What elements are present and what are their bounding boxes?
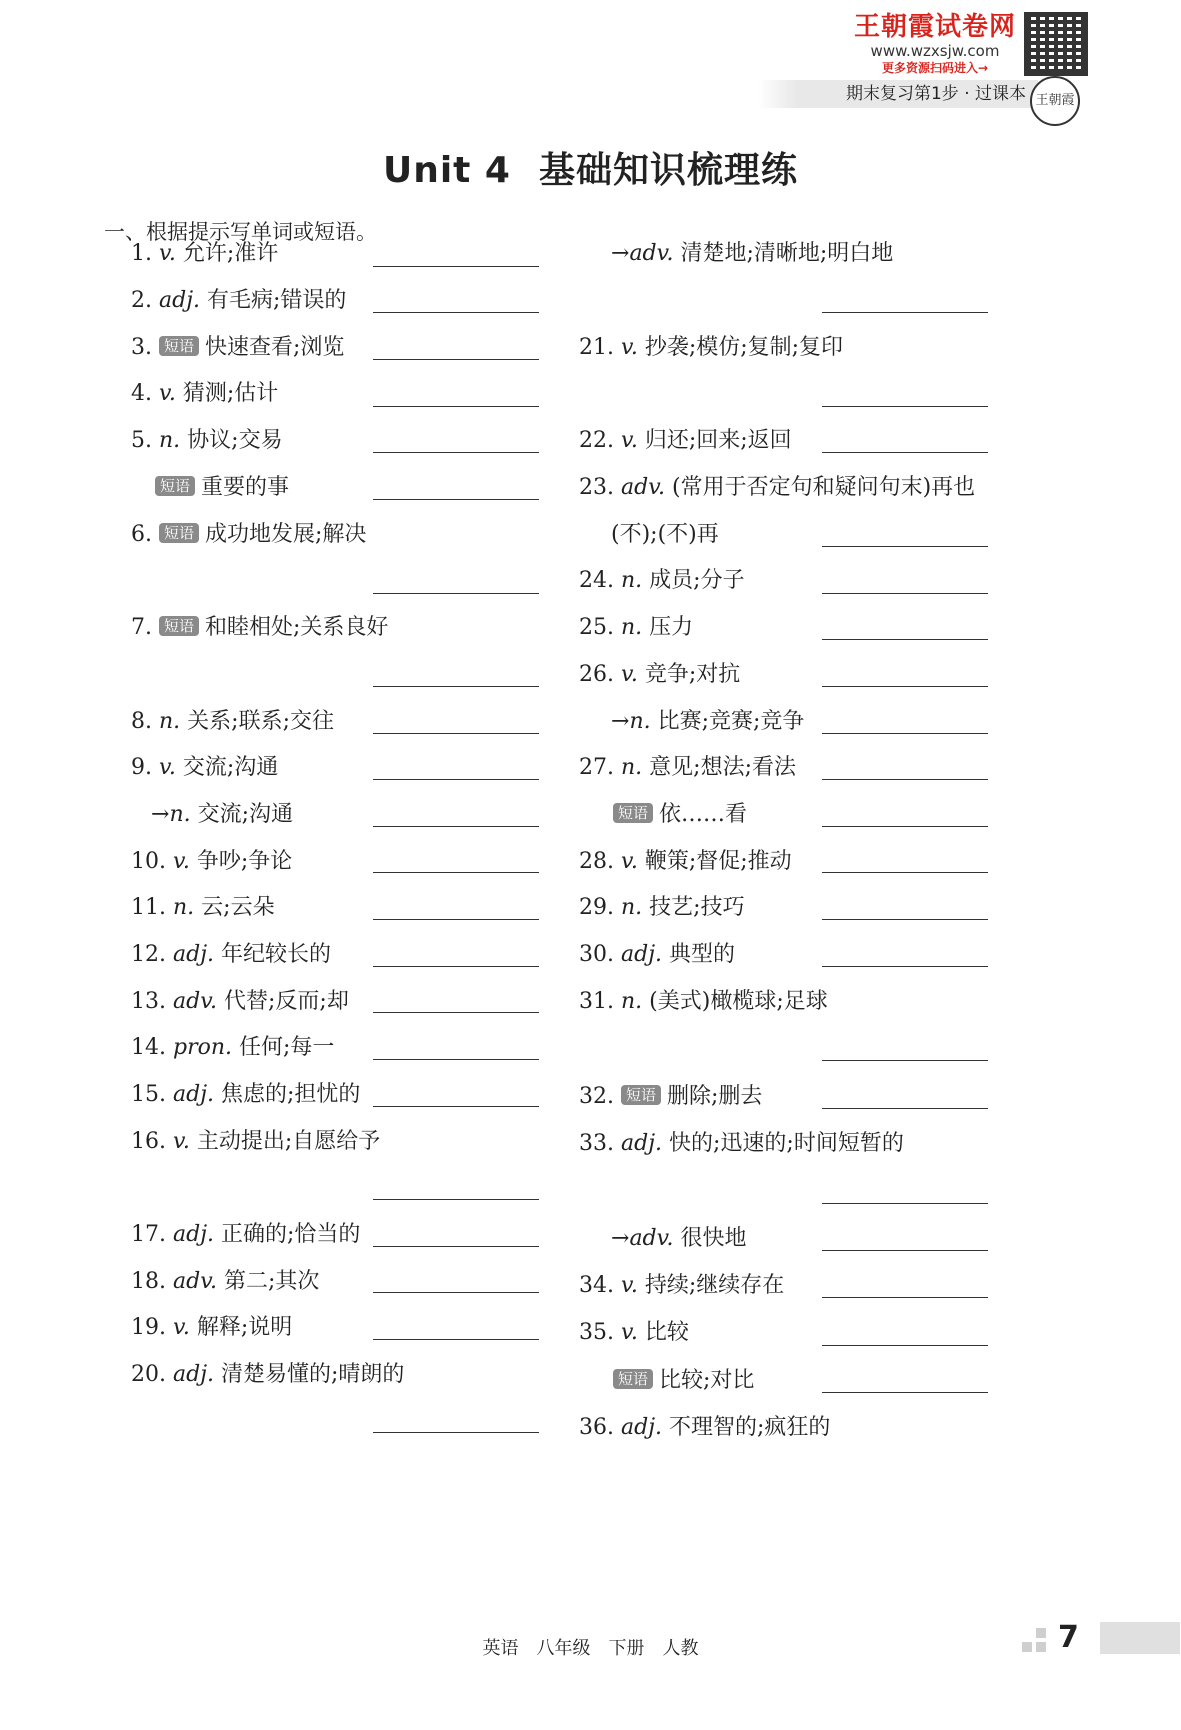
item-23-cont: (不);(不)再 [611, 522, 719, 547]
item-9-derived: →n. 交流;沟通 [151, 802, 294, 827]
page-decoration-icon [1036, 1642, 1046, 1652]
item-11: 11. n. 云;云朵 [131, 895, 275, 920]
item-27: 27. n. 意见;想法;看法 [579, 755, 796, 780]
answer-blank[interactable] [373, 312, 539, 313]
item-3: 3. 短语 快速查看;浏览 [131, 335, 345, 360]
answer-blank[interactable] [373, 1246, 539, 1247]
answer-blank[interactable] [822, 1392, 988, 1393]
answer-blank[interactable] [373, 966, 539, 967]
brand-name: 王朝霞试卷网 [853, 12, 1016, 42]
item-5-phrase: 短语 重要的事 [155, 473, 289, 503]
phrase-tag: 短语 [613, 803, 653, 823]
answer-blank[interactable] [822, 733, 988, 734]
answer-blank[interactable] [822, 1297, 988, 1298]
answer-blank[interactable] [822, 1108, 988, 1109]
item-29: 29. n. 技艺;技巧 [579, 895, 745, 920]
answer-blank[interactable] [373, 593, 539, 594]
item-35-phrase: 短语 比较;对比 [613, 1366, 754, 1396]
item-2: 2. adj. 有毛病;错误的 [131, 288, 347, 313]
item-16: 16. v. 主动提出;自愿给予 [131, 1129, 381, 1154]
brand-block [850, 12, 1020, 76]
answer-blank[interactable] [373, 1339, 539, 1340]
answer-blank[interactable] [373, 499, 539, 500]
answer-blank[interactable] [822, 593, 988, 594]
item-10: 10. v. 争吵;争论 [131, 849, 293, 874]
page-title [0, 142, 1181, 193]
seal-logo: 王朝霞 [1030, 76, 1080, 126]
answer-blank[interactable] [822, 312, 988, 313]
answer-blank[interactable] [373, 919, 539, 920]
item-20-derived: →adv. 清楚地;清晰地;明白地 [611, 241, 894, 266]
footer-text: 英语 八年级 下册 人教 [482, 1638, 699, 1659]
answer-blank[interactable] [373, 733, 539, 734]
item-15: 15. adj. 焦虑的;担忧的 [131, 1082, 361, 1107]
item-9: 9. v. 交流;沟通 [131, 755, 279, 780]
answer-blank[interactable] [822, 686, 988, 687]
item-27-phrase: 短语 依……看 [613, 800, 747, 830]
answer-blank[interactable] [373, 686, 539, 687]
item-36: 36. adj. 不理智的;疯狂的 [579, 1415, 831, 1440]
phrase-tag: 短语 [613, 1369, 653, 1389]
step-banner: 期末复习第1步 · 过课本 [758, 80, 1038, 108]
brand-url: www.wzxsjw.com [870, 42, 1000, 60]
answer-blank[interactable] [822, 779, 988, 780]
item-4: 4. v. 猜测;估计 [131, 381, 279, 406]
answer-blank[interactable] [373, 826, 539, 827]
item-30: 30. adj. 典型的 [579, 942, 736, 967]
page-decoration-icon [1036, 1628, 1046, 1638]
phrase-tag: 短语 [159, 523, 199, 543]
item-17: 17. adj. 正确的;恰当的 [131, 1222, 361, 1247]
phrase-tag: 短语 [621, 1085, 661, 1105]
answer-blank[interactable] [373, 406, 539, 407]
answer-blank[interactable] [373, 1432, 539, 1433]
item-6: 6. 短语 成功地发展;解决 [131, 522, 367, 547]
item-19: 19. v. 解释;说明 [131, 1315, 293, 1340]
item-13: 13. adv. 代替;反而;却 [131, 989, 349, 1014]
phrase-tag: 短语 [155, 476, 195, 496]
item-33: 33. adj. 快的;迅速的;时间短暂的 [579, 1131, 904, 1156]
phrase-tag: 短语 [159, 336, 199, 356]
answer-blank[interactable] [822, 406, 988, 407]
answer-blank[interactable] [373, 1012, 539, 1013]
answer-blank[interactable] [373, 359, 539, 360]
unit-label: Unit 4 [382, 150, 511, 191]
page-decoration-icon [1022, 1642, 1032, 1652]
item-23: 23. adv. (常用于否定句和疑问句末)再也 [579, 475, 976, 500]
item-8: 8. n. 关系;联系;交往 [131, 709, 334, 734]
item-20: 20. adj. 清楚易懂的;晴朗的 [131, 1362, 405, 1387]
answer-blank[interactable] [822, 546, 988, 547]
page-bar [1100, 1622, 1180, 1654]
item-25: 25. n. 压力 [579, 615, 694, 640]
item-1: 1. v. 允许;准许 [131, 241, 279, 266]
answer-blank[interactable] [822, 1345, 988, 1346]
section-title: 一、根据提示写单词或短语。 [104, 220, 377, 244]
answer-blank[interactable] [373, 872, 539, 873]
title-subtitle: 基础知识梳理练 [538, 150, 798, 191]
answer-blank[interactable] [373, 1059, 539, 1060]
answer-blank[interactable] [822, 966, 988, 967]
answer-blank[interactable] [822, 452, 988, 453]
answer-blank[interactable] [373, 1106, 539, 1107]
item-12: 12. adj. 年纪较长的 [131, 942, 332, 967]
item-31: 31. n. (美式)橄榄球;足球 [579, 989, 828, 1014]
answer-blank[interactable] [373, 1199, 539, 1200]
item-24: 24. n. 成员;分子 [579, 568, 745, 593]
answer-blank[interactable] [822, 639, 988, 640]
answer-blank[interactable] [822, 872, 988, 873]
qr-code-icon [1024, 12, 1088, 76]
item-14: 14. pron. 任何;每一 [131, 1035, 335, 1060]
answer-blank[interactable] [822, 826, 988, 827]
answer-blank[interactable] [373, 266, 539, 267]
item-22: 22. v. 归还;回来;返回 [579, 428, 792, 453]
item-35: 35. v. 比较 [579, 1320, 689, 1345]
answer-blank[interactable] [373, 452, 539, 453]
item-32: 32. 短语 删除;删去 [579, 1084, 763, 1109]
answer-blank[interactable] [373, 779, 539, 780]
item-26: 26. v. 竞争;对抗 [579, 662, 741, 687]
item-5: 5. n. 协议;交易 [131, 428, 283, 453]
item-7: 7. 短语 和睦相处;关系良好 [131, 615, 389, 640]
item-33-derived: →adv. 很快地 [611, 1226, 747, 1251]
brand-more: 更多资源扫码进入→ [881, 61, 989, 75]
page-number: 7 [1058, 1620, 1079, 1655]
answer-blank[interactable] [822, 1060, 988, 1061]
answer-blank[interactable] [822, 919, 988, 920]
answer-blank[interactable] [822, 1250, 988, 1251]
answer-blank[interactable] [822, 1203, 988, 1204]
item-18: 18. adv. 第二;其次 [131, 1269, 320, 1294]
item-26-derived: →n. 比赛;竞赛;竞争 [611, 709, 805, 734]
item-34: 34. v. 持续;继续存在 [579, 1273, 785, 1298]
item-28: 28. v. 鞭策;督促;推动 [579, 849, 792, 874]
phrase-tag: 短语 [159, 616, 199, 636]
answer-blank[interactable] [373, 1292, 539, 1293]
item-21: 21. v. 抄袭;模仿;复制;复印 [579, 335, 844, 360]
